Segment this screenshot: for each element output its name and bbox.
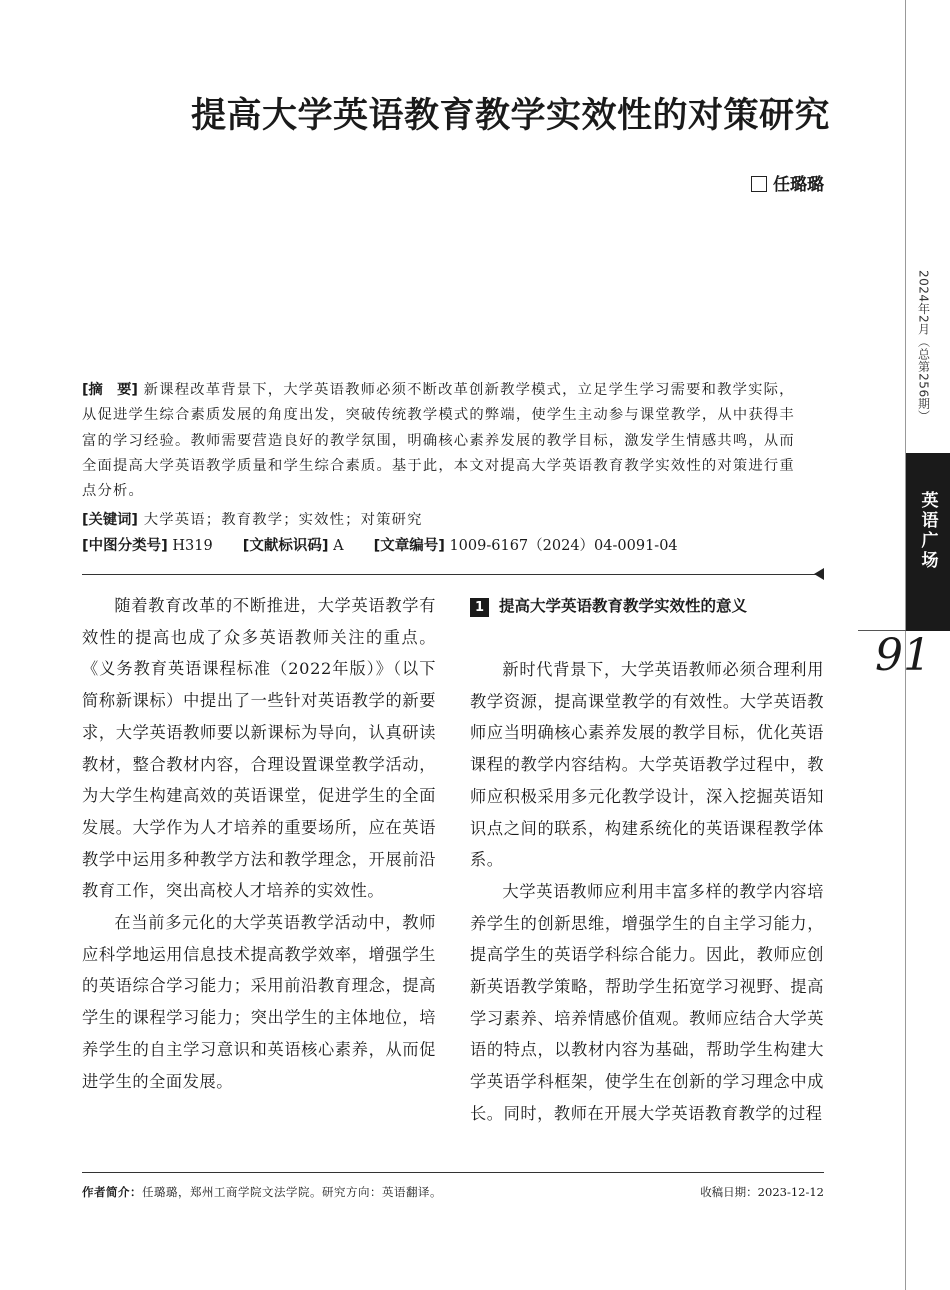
issue-date-text: 2024年2月（总第256期） <box>916 270 931 423</box>
left-column <box>82 590 436 1097</box>
abstract-label: [摘 要] <box>82 382 138 398</box>
page-title: 提高大学英语教育教学实效性的对策研究 <box>190 95 830 136</box>
received-date: 收稿日期：2023-12-12 <box>700 1185 824 1199</box>
page-number: 91 <box>875 630 931 681</box>
section-tab <box>906 453 950 631</box>
keywords <box>82 508 797 533</box>
abstract <box>82 378 797 504</box>
keywords-text: 大学英语；教育教学；实效性；对策研究 <box>143 512 423 528</box>
article-number-label: [文章编号] <box>373 538 445 554</box>
classification-line <box>82 534 802 559</box>
paragraph: 新时代背景下，大学英语教师必须合理利用教学资源，提高课堂教学的有效性。大学英语教师应当明确核心素养发展的教学目标，优化英语课程的教学内容结构。大学英语教学过程中，教师应积极采用多元化教学设计，深入挖掘英语知识点之间的联系，构建系统化的英语课程教学体系。 <box>470 660 824 870</box>
article-number-value: 1009-6167（2024）04-0091-04 <box>449 538 678 554</box>
doc-code-value: A <box>333 538 344 554</box>
issue-date <box>905 270 943 450</box>
author-name: 任璐璐 <box>773 175 824 195</box>
keywords-label: [关键词] <box>82 512 138 528</box>
clc-label: [中图分类号] <box>82 538 168 554</box>
paragraph: 随着教育改革的不断推进，大学英语教学有效性的提高也成了众多英语教师关注的重点。《义务教育英语课程标准（2022年版）》（以下简称新课标）中提出了一些针对英语教学的新要求，大学英语教师要以新课标为导向，认真研读教材，整合教材内容，合理设置课堂教学活动，为大学生构建高效的英语课堂，促进学生的全面发展。大学作为人才培养的重要场所，应在英语教学中运用多种教学方法和教学理念，开展前沿教育工作，突出高校人才培养的实效性。 <box>82 596 436 901</box>
author-bio-text: 任璐璐，郑州工商学院文法学院。研究方向：英语翻译。 <box>142 1185 442 1199</box>
section-heading <box>470 596 830 617</box>
right-column <box>470 654 824 1130</box>
clc-value: H319 <box>172 538 213 554</box>
section-heading-text: 提高大学英语教育教学实效性的意义 <box>499 597 748 615</box>
header-divider <box>82 574 817 575</box>
author-bio-label: 作者简介： <box>82 1185 142 1199</box>
doc-code-label: [文献标识码] <box>242 538 329 554</box>
arrow-left-icon <box>814 568 824 580</box>
author-line <box>600 170 824 195</box>
section-number: 1 <box>470 598 489 617</box>
section-tab-text: 英语广场 <box>917 491 938 571</box>
abstract-text: 新课程改革背景下，大学英语教师必须不断改革创新教学模式，立足学生学习需要和教学实际，从促进学生综合素质发展的角度出发，突破传统教学模式的弊端，使学生主动参与课堂教学，从中获得丰富的学习经验。教师需要营造良好的教学氛围，明确核心素养发展的教学目标，激发学生情感共鸣，从而全面提高大学英语教学质量和学生综合素质。基于此，本文对提高大学英语教育教学实效性的对策进行重点分析。 <box>82 382 795 500</box>
footer-divider <box>82 1172 824 1173</box>
square-icon <box>751 176 767 192</box>
author-bio <box>82 1184 442 1200</box>
paragraph: 在当前多元化的大学英语教学活动中，教师应科学地运用信息技术提高教学效率，增强学生的英语综合学习能力；采用前沿教育理念，提高学生的课程学习能力；突出学生的主体地位，培养学生的自主学习意识和英语核心素养，从而促进学生的全面发展。 <box>82 913 436 1091</box>
paragraph: 大学英语教师应利用丰富多样的教学内容培养学生的创新思维，增强学生的自主学习能力，提高学生的英语学科综合能力。因此，教师应创新英语教学策略，帮助学生拓宽学习视野、提高学习素养、培养情感价值观。教师应结合大学英语的特点，以教材内容为基础，帮助学生构建大学英语学科框架，使学生在创新的学习理念中成长。同时，教师在开展大学英语教育教学的过程 <box>470 881 824 1123</box>
